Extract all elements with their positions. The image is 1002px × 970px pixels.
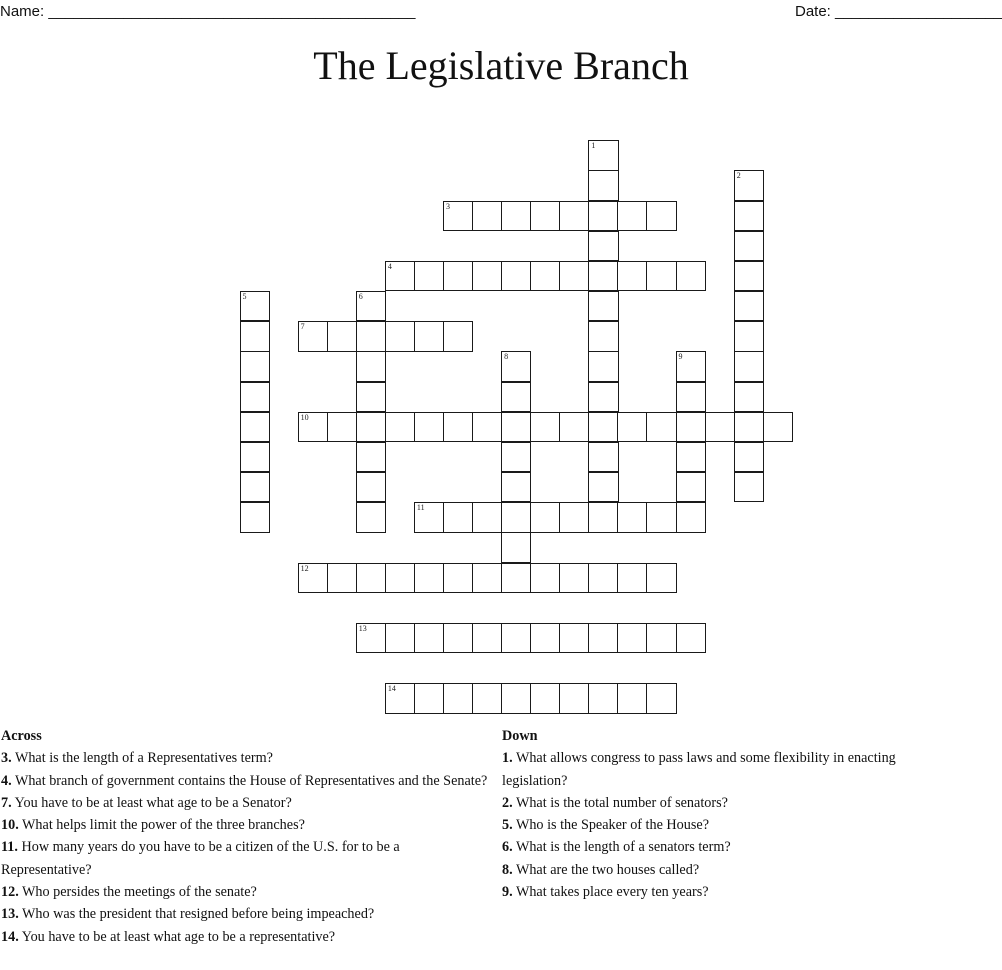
crossword-cell[interactable] [472, 261, 502, 291]
crossword-cell[interactable] [588, 623, 618, 653]
crossword-cell[interactable] [530, 502, 560, 532]
crossword-cell[interactable] [356, 291, 386, 321]
crossword-cell[interactable] [530, 623, 560, 653]
crossword-cell[interactable] [617, 683, 647, 713]
clue-across-12 [1, 881, 491, 903]
across-heading: Across [1, 728, 42, 744]
crossword-cell[interactable] [734, 321, 764, 351]
crossword-cell[interactable] [676, 442, 706, 472]
crossword-cell[interactable] [501, 472, 531, 502]
crossword-cell[interactable] [588, 291, 618, 321]
clue-number: 1. [502, 750, 513, 767]
crossword-cell[interactable] [385, 261, 415, 291]
crossword-cell[interactable] [240, 382, 270, 412]
clue-number: 11. [1, 839, 18, 856]
crossword-cell[interactable] [298, 321, 328, 351]
clue-number: 7. [1, 794, 12, 811]
crossword-cell[interactable] [298, 412, 328, 442]
crossword-cell[interactable] [530, 261, 560, 291]
crossword-cell[interactable] [414, 563, 444, 593]
date-field: Date: ____________________ [795, 3, 1002, 20]
crossword-cell[interactable] [240, 321, 270, 351]
cell-number: 11 [416, 503, 425, 513]
cell-number: 1 [591, 141, 596, 151]
clue-down-6 [502, 836, 952, 858]
crossword-cell[interactable] [385, 563, 415, 593]
crossword-cell[interactable] [734, 442, 764, 472]
crossword-cell[interactable] [501, 532, 531, 562]
clue-text: You have to be at least what age to be a Senator? [14, 794, 292, 811]
clue-number: 5. [502, 817, 513, 834]
clue-text: What is the total number of senators? [515, 794, 728, 811]
crossword-cell[interactable] [676, 472, 706, 502]
clue-across-4 [1, 770, 491, 792]
crossword-cell[interactable] [588, 231, 618, 261]
crossword-cell[interactable] [501, 382, 531, 412]
clue-across-10 [1, 814, 491, 836]
crossword-cell[interactable] [501, 563, 531, 593]
crossword-cell[interactable] [414, 261, 444, 291]
clue-text: How many years do you have to be a citizen of the U.S. for to be a Representative? [1, 839, 400, 878]
crossword-cell[interactable] [588, 140, 618, 170]
crossword-cell[interactable] [443, 321, 473, 351]
crossword-cell[interactable] [646, 201, 676, 231]
crossword-cell[interactable] [734, 201, 764, 231]
crossword-cell[interactable] [356, 321, 386, 351]
page-title: The Legislative Branch [313, 43, 689, 88]
clue-down-9 [502, 881, 952, 903]
clue-across-13 [1, 903, 491, 925]
crossword-cell[interactable] [734, 261, 764, 291]
crossword-cell[interactable] [617, 502, 647, 532]
crossword-cell[interactable] [356, 472, 386, 502]
crossword-cell[interactable] [646, 261, 676, 291]
crossword-cell[interactable] [240, 472, 270, 502]
crossword-cell[interactable] [356, 563, 386, 593]
clue-number: 8. [502, 861, 513, 878]
crossword-cell[interactable] [356, 412, 386, 442]
crossword-cell[interactable] [385, 321, 415, 351]
clue-number: 12. [1, 884, 19, 901]
crossword-cell[interactable] [734, 472, 764, 502]
clue-text: Who was the president that resigned before being impeached? [22, 906, 375, 923]
crossword-cell[interactable] [472, 412, 502, 442]
crossword-cell[interactable] [414, 683, 444, 713]
crossword-cell[interactable] [530, 412, 560, 442]
crossword-cell[interactable] [588, 442, 618, 472]
crossword-cell[interactable] [414, 321, 444, 351]
crossword-cell[interactable] [501, 623, 531, 653]
crossword-cell[interactable] [501, 201, 531, 231]
down-heading: Down [502, 728, 538, 744]
crossword-cell[interactable] [472, 623, 502, 653]
clue-text: Who is the Speaker of the House? [515, 817, 709, 834]
cell-number: 8 [504, 352, 509, 362]
crossword-cell[interactable] [646, 623, 676, 653]
crossword-cell[interactable] [327, 412, 357, 442]
crossword-cell[interactable] [443, 201, 473, 231]
crossword-cell[interactable] [501, 502, 531, 532]
crossword-cell[interactable] [617, 261, 647, 291]
crossword-cell[interactable] [501, 412, 531, 442]
clue-text: What allows congress to pass laws and some flexibility in enacting legislation? [502, 750, 896, 789]
crossword-cell[interactable] [559, 201, 589, 231]
crossword-cell[interactable] [559, 623, 589, 653]
crossword-cell[interactable] [356, 502, 386, 532]
crossword-cell[interactable] [530, 201, 560, 231]
crossword-cell[interactable] [617, 623, 647, 653]
crossword-cell[interactable] [588, 563, 618, 593]
crossword-cell[interactable] [734, 412, 764, 442]
cell-number: 9 [678, 352, 683, 362]
crossword-cell[interactable] [734, 231, 764, 261]
clue-across-14 [1, 926, 491, 948]
clue-number: 9. [502, 884, 513, 901]
crossword-cell[interactable] [443, 623, 473, 653]
cell-number: 13 [358, 623, 367, 633]
down-clues [502, 725, 952, 903]
crossword-cell[interactable] [501, 442, 531, 472]
crossword-cell[interactable] [676, 261, 706, 291]
crossword-cell[interactable] [559, 563, 589, 593]
crossword-cell[interactable] [240, 502, 270, 532]
crossword-cell[interactable] [240, 351, 270, 381]
cell-number: 3 [445, 201, 450, 211]
clue-text: Who persides the meetings of the senate? [22, 884, 257, 901]
crossword-cell[interactable] [443, 412, 473, 442]
clue-down-5 [502, 814, 952, 836]
crossword-cell[interactable] [559, 261, 589, 291]
crossword-cell[interactable] [443, 261, 473, 291]
crossword-cell[interactable] [588, 412, 618, 442]
crossword-cell[interactable] [501, 683, 531, 713]
crossword-cell[interactable] [472, 683, 502, 713]
cell-number: 14 [387, 684, 396, 694]
crossword-cell[interactable] [676, 412, 706, 442]
name-field: Name: ____________________________________________ [0, 3, 416, 20]
crossword-cell[interactable] [617, 563, 647, 593]
crossword-cell[interactable] [734, 291, 764, 321]
crossword-cell[interactable] [588, 502, 618, 532]
cell-number: 12 [300, 563, 309, 573]
clue-text: What branch of government contains the House of Representatives and the Senate? [14, 772, 488, 789]
crossword-cell[interactable] [472, 201, 502, 231]
crossword-cell[interactable] [646, 412, 676, 442]
crossword-cell[interactable] [617, 201, 647, 231]
crossword-cell[interactable] [617, 412, 647, 442]
crossword-cell[interactable] [240, 412, 270, 442]
crossword-cell[interactable] [414, 502, 444, 532]
crossword-cell[interactable] [385, 623, 415, 653]
clue-across-11 [1, 836, 491, 881]
clue-number: 6. [502, 839, 513, 856]
clue-number: 4. [1, 772, 12, 789]
clue-down-1 [502, 747, 952, 792]
crossword-cell[interactable] [559, 502, 589, 532]
crossword-cell[interactable] [414, 623, 444, 653]
crossword-cell[interactable] [385, 683, 415, 713]
across-clues [1, 725, 491, 948]
cell-number: 4 [387, 261, 392, 271]
crossword-cell[interactable] [676, 502, 706, 532]
crossword-cell[interactable] [356, 442, 386, 472]
crossword-cell[interactable] [734, 170, 764, 200]
clue-number: 10. [1, 817, 19, 834]
crossword-cell[interactable] [588, 382, 618, 412]
crossword-cell[interactable] [385, 412, 415, 442]
crossword-cell[interactable] [646, 683, 676, 713]
clue-number: 3. [1, 750, 12, 767]
clue-text: What is the length of a senators term? [515, 839, 731, 856]
crossword-cell[interactable] [501, 351, 531, 381]
crossword-cell[interactable] [588, 170, 618, 200]
crossword-cell[interactable] [763, 412, 793, 442]
clue-down-8 [502, 859, 952, 881]
crossword-cell[interactable] [588, 261, 618, 291]
cell-number: 6 [358, 292, 363, 302]
crossword-cell[interactable] [327, 321, 357, 351]
crossword-cell[interactable] [588, 683, 618, 713]
clue-text: What helps limit the power of the three branches? [22, 817, 305, 834]
clue-number: 13. [1, 906, 19, 923]
crossword-cell[interactable] [530, 683, 560, 713]
clue-text: What takes place every ten years? [515, 884, 709, 901]
crossword-cell[interactable] [530, 563, 560, 593]
crossword-cell[interactable] [559, 412, 589, 442]
clue-number: 2. [502, 794, 513, 811]
clue-text: What are the two houses called? [515, 861, 700, 878]
clue-text: What is the length of a Representatives term? [14, 750, 273, 767]
clue-number: 14. [1, 928, 19, 945]
crossword-cell[interactable] [559, 683, 589, 713]
crossword-cell[interactable] [734, 351, 764, 381]
cell-number: 2 [736, 171, 741, 181]
crossword-cell[interactable] [705, 412, 735, 442]
cell-number: 10 [300, 412, 309, 422]
crossword-cell[interactable] [501, 261, 531, 291]
clue-text: You have to be at least what age to be a representative? [21, 928, 336, 945]
crossword-cell[interactable] [734, 382, 764, 412]
crossword-cell[interactable] [588, 201, 618, 231]
crossword-cell[interactable] [472, 502, 502, 532]
cell-number: 7 [300, 322, 305, 332]
crossword-cell[interactable] [588, 321, 618, 351]
crossword-cell[interactable] [472, 563, 502, 593]
crossword-cell[interactable] [240, 442, 270, 472]
crossword-cell[interactable] [676, 382, 706, 412]
crossword-cell[interactable] [443, 563, 473, 593]
crossword-cell[interactable] [414, 412, 444, 442]
cell-number: 5 [242, 292, 247, 302]
crossword-cell[interactable] [240, 291, 270, 321]
crossword-cell[interactable] [356, 623, 386, 653]
crossword-cell[interactable] [646, 502, 676, 532]
crossword-cell[interactable] [298, 563, 328, 593]
crossword-cell[interactable] [646, 563, 676, 593]
crossword-cell[interactable] [676, 351, 706, 381]
clue-across-7 [1, 792, 491, 814]
crossword-cell[interactable] [356, 382, 386, 412]
clue-across-3 [1, 747, 491, 769]
crossword-cell[interactable] [356, 351, 386, 381]
crossword-cell[interactable] [588, 472, 618, 502]
crossword-cell[interactable] [443, 683, 473, 713]
crossword-cell[interactable] [327, 563, 357, 593]
crossword-cell[interactable] [443, 502, 473, 532]
crossword-cell[interactable] [676, 623, 706, 653]
crossword-cell[interactable] [588, 351, 618, 381]
clue-down-2 [502, 792, 952, 814]
